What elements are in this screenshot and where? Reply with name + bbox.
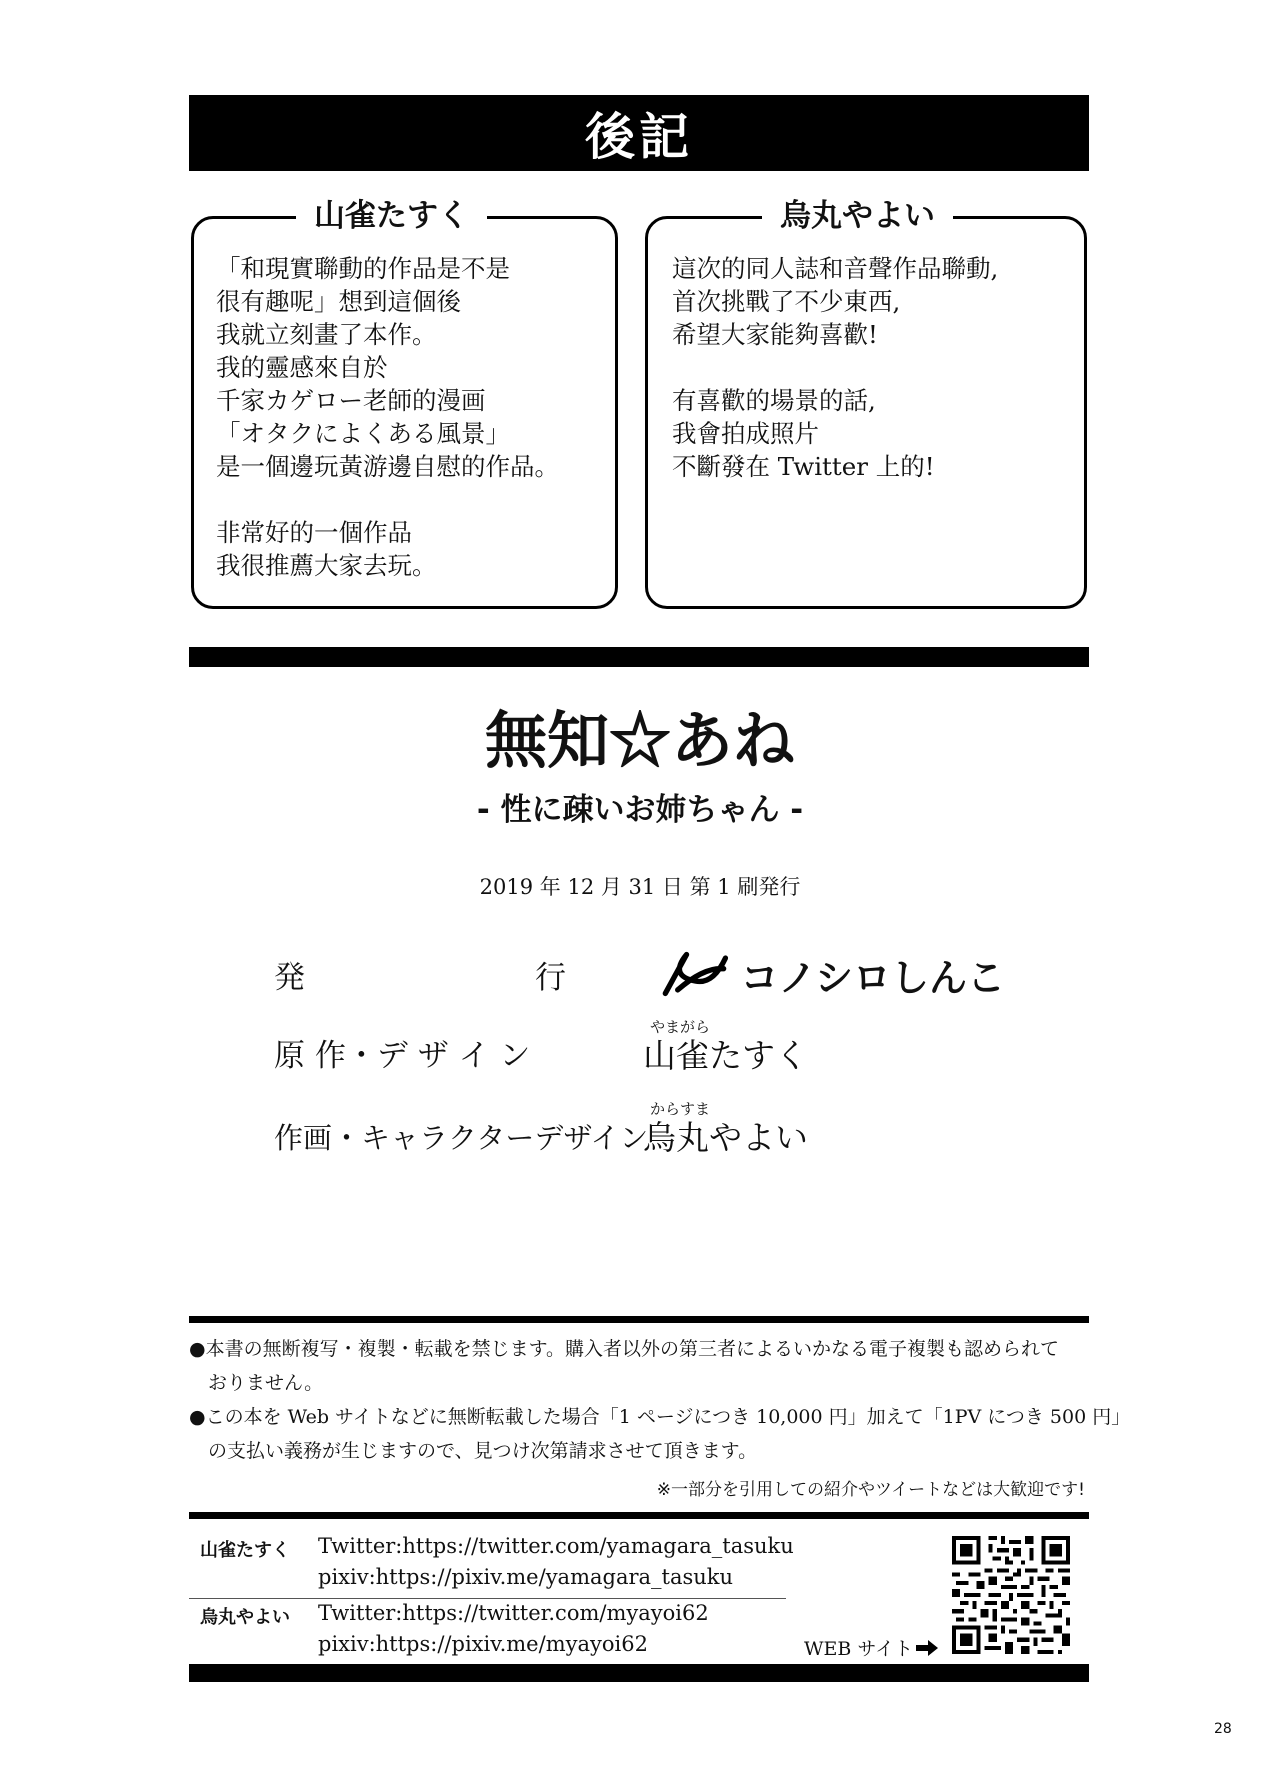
qr-code-icon[interactable] bbox=[952, 1536, 1070, 1654]
publisher-logo bbox=[660, 944, 1005, 1004]
notice-line-4: の支払い義務が生じますので、見つけ次第請求させて頂きます。 bbox=[208, 1440, 758, 1462]
afterword-left-text: 「和現實聯動的作品是不是 很有趣呢」想到這個後 我就立刻畫了本作。 我的靈感來自於 千家カゲロー老師的漫画 「オタクによくある風景」 是一個邊玩黃游邊自慰的作品。 非常好的一個作品 我很推薦大家去玩。 bbox=[216, 254, 559, 580]
original-design-value: 山雀たすく bbox=[643, 1036, 808, 1075]
publisher-name: コノシロしんこ bbox=[740, 955, 1005, 1000]
notice-line-1: ●本書の無断複写・複製・転載を禁じます。購入者以外の第三者によるいかなる電子複製も認められて bbox=[189, 1338, 1060, 1360]
link-name-b: 烏丸やよい bbox=[200, 1607, 290, 1628]
web-site-label: WEB サイト bbox=[804, 1638, 914, 1660]
pixiv-link-b[interactable]: pixiv:https://pixiv.me/myayoi62 bbox=[318, 1632, 648, 1656]
link-name-a: 山雀たすく bbox=[200, 1540, 290, 1561]
original-design-label: 原 作・デ ザ イ ン bbox=[274, 1038, 531, 1074]
publisher-label-2: 行 bbox=[535, 960, 566, 996]
afterword-left-author: 山雀たすく bbox=[296, 198, 487, 234]
separator-bar-bottom bbox=[189, 1664, 1089, 1682]
notice-line-2: おりません。 bbox=[208, 1372, 324, 1394]
separator-bar-links bbox=[189, 1512, 1089, 1519]
qr-code-graphic bbox=[952, 1536, 1070, 1654]
afterword-title: 後記 bbox=[585, 108, 693, 166]
page-number: 28 bbox=[1214, 1721, 1232, 1737]
separator-bar-notice bbox=[189, 1316, 1089, 1323]
web-site-link[interactable] bbox=[804, 1634, 938, 1661]
notice-line-3: ●この本を Web サイトなどに無断転載した場合「1 ページにつき 10,000 円」加えて「1PV につき 500 円」 bbox=[189, 1406, 1131, 1428]
afterword-header bbox=[189, 95, 1089, 171]
art-design-value: 烏丸やよい bbox=[643, 1118, 808, 1157]
art-design-label: 作画・キャラクターデザイン bbox=[274, 1121, 649, 1155]
afterword-right-text: 這次的同人誌和音聲作品聯動, 首次挑戰了不少東西, 希望大家能夠喜歡! 有喜歡的場景的話, 我會拍成照片 不斷發在 Twitter 上的! bbox=[672, 254, 999, 481]
art-ruby: からすま bbox=[650, 1100, 711, 1118]
publisher-logo-icon bbox=[660, 946, 733, 1002]
twitter-link-a[interactable]: Twitter:https://twitter.com/yamagara_tasuku bbox=[318, 1534, 794, 1558]
publish-date: 2019 年 12 月 31 日 第 1 刷発行 bbox=[479, 875, 801, 899]
afterword-right-author: 烏丸やよい bbox=[762, 198, 953, 234]
twitter-link-b[interactable]: Twitter:https://twitter.com/myayoi62 bbox=[318, 1601, 709, 1625]
book-subtitle: - 性に疎いお姉ちゃん - bbox=[476, 792, 804, 828]
publisher-label-1: 発 bbox=[274, 960, 305, 996]
book-title: 無知☆あね bbox=[484, 704, 795, 777]
original-ruby: やまがら bbox=[650, 1018, 711, 1036]
separator-bar-top bbox=[189, 647, 1089, 667]
notice-line-5: ※一部分を引用しての紹介やツイートなどは大歓迎です! bbox=[656, 1480, 1085, 1500]
arrow-right-icon bbox=[916, 1640, 938, 1656]
pixiv-link-a[interactable]: pixiv:https://pixiv.me/yamagara_tasuku bbox=[318, 1565, 734, 1589]
